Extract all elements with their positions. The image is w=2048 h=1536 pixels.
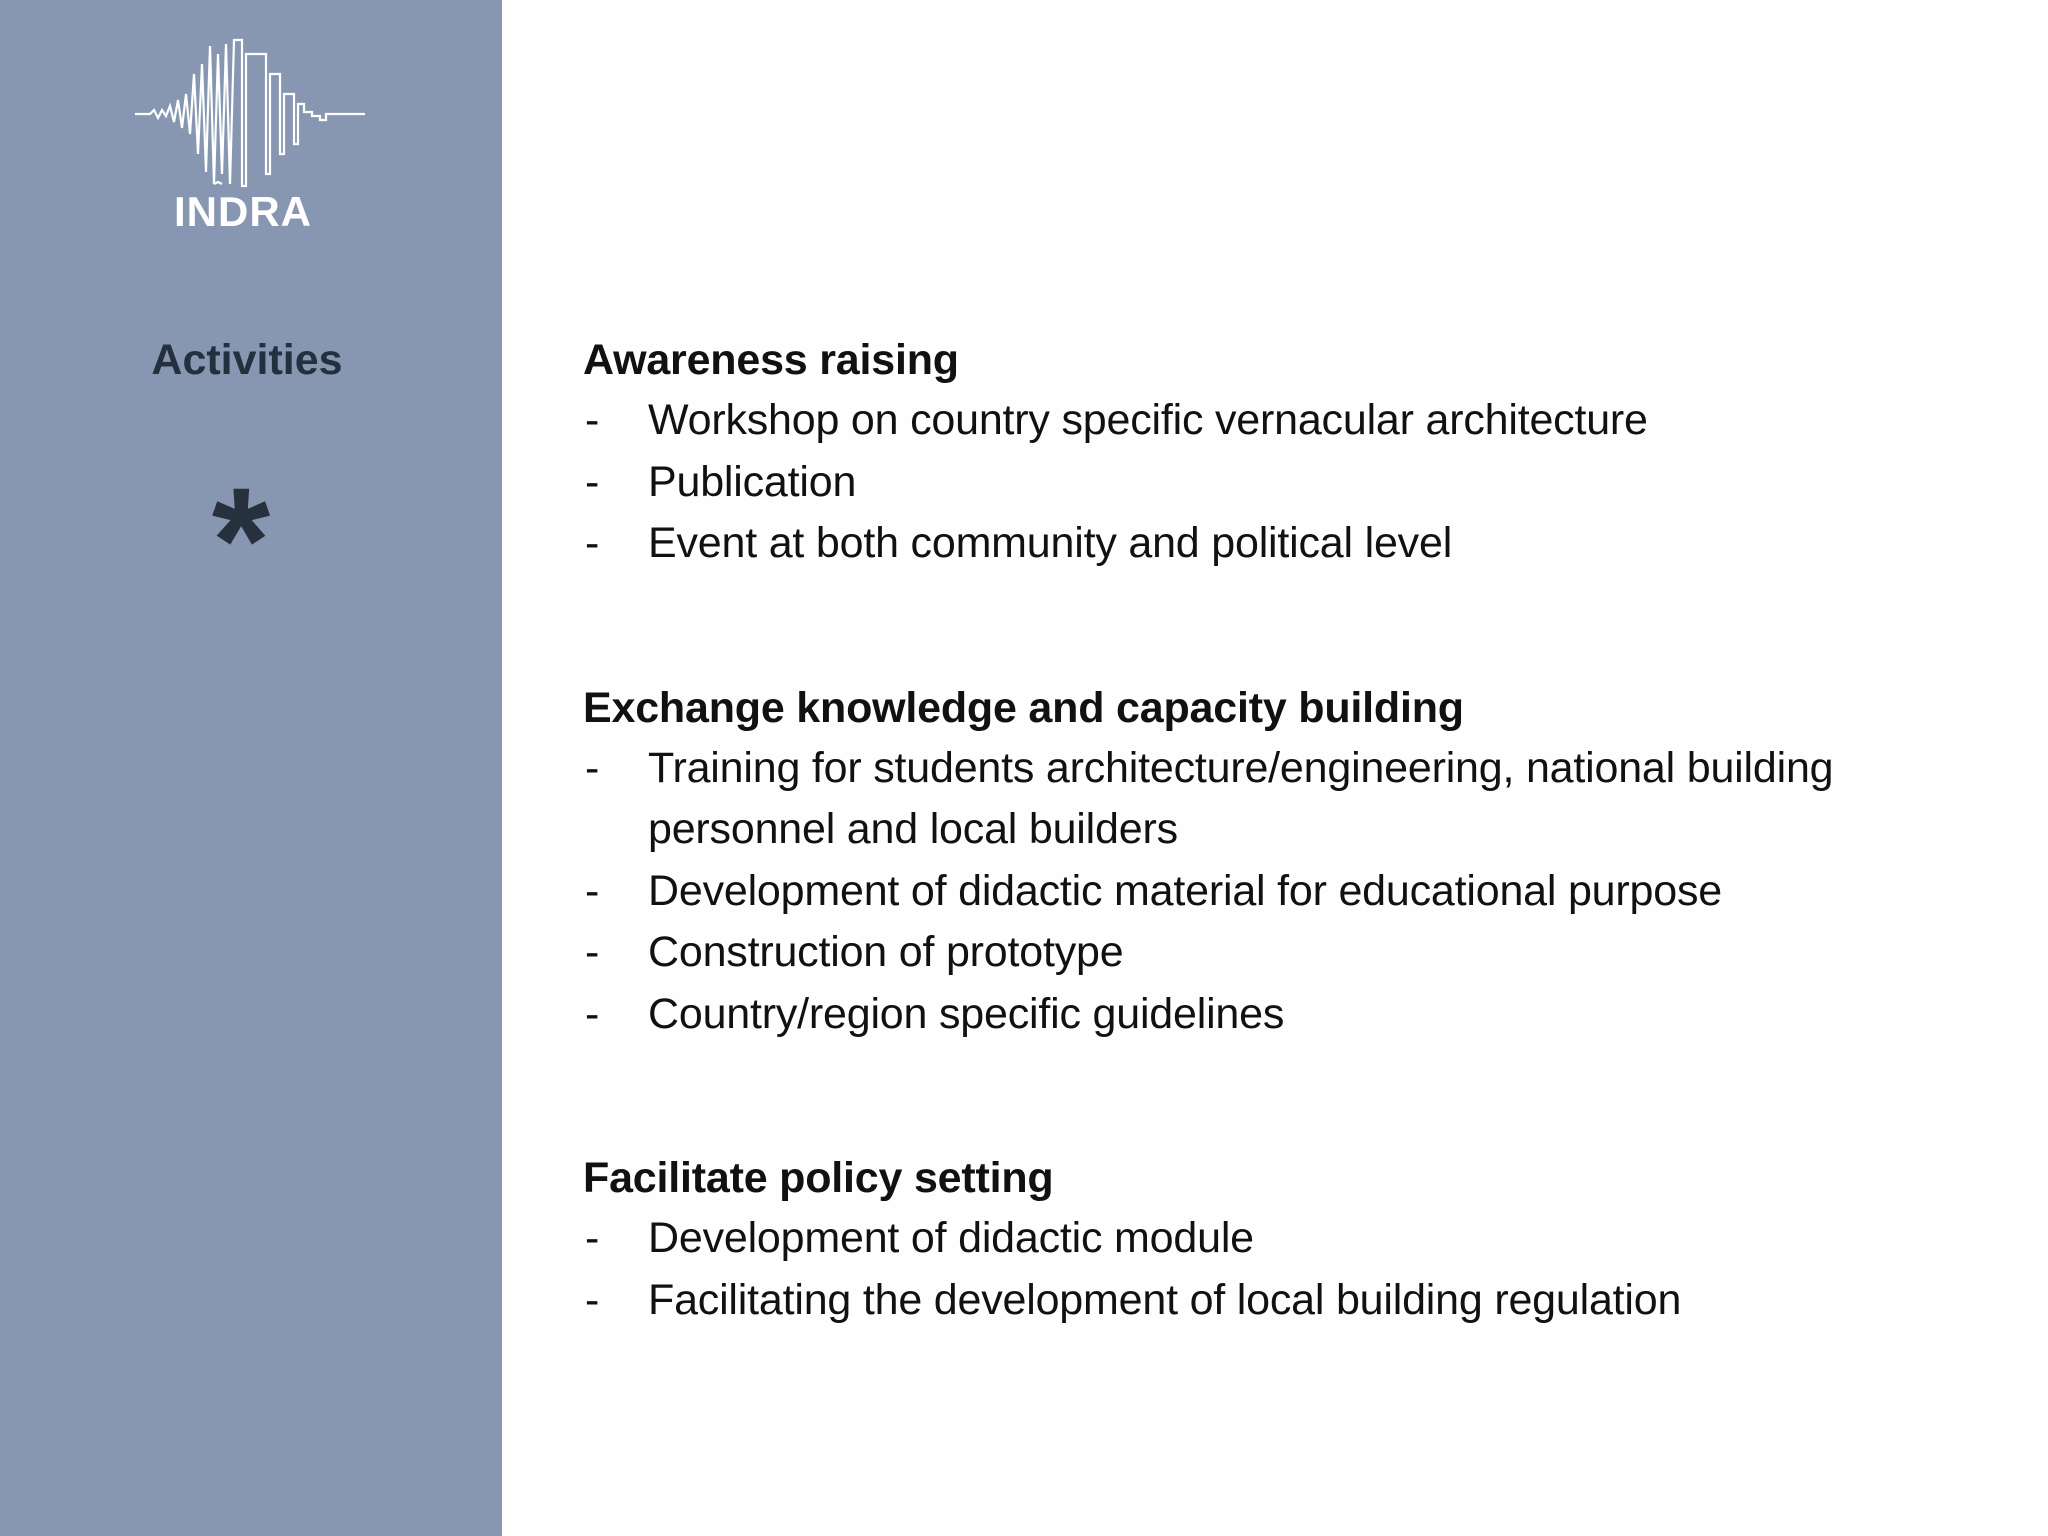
section-policy — [583, 1148, 1983, 1331]
list-item — [583, 922, 1983, 984]
list-item — [583, 390, 1983, 452]
list-item — [583, 861, 1983, 923]
logo-text: INDRA — [174, 188, 312, 235]
list-item — [583, 738, 1983, 861]
indra-logo-icon — [130, 34, 370, 189]
bullet-dash: - — [585, 743, 600, 792]
list-item — [583, 1208, 1983, 1270]
section-title: Exchange knowledge and capacity building — [583, 683, 1464, 732]
content — [583, 330, 1983, 1434]
list-item-text: Construction of prototype — [648, 928, 1124, 976]
sidebar — [0, 0, 502, 1536]
bullet-dash: - — [585, 989, 600, 1038]
bullet-dash: - — [585, 866, 600, 915]
list-item-text: Event at both community and political level — [648, 519, 1453, 567]
bullet-dash: - — [585, 1214, 600, 1262]
bullet-dash: - — [585, 1275, 600, 1324]
list-item — [583, 513, 1983, 575]
list-item — [583, 1270, 1983, 1332]
section-exchange — [583, 678, 1983, 1046]
list-item-text: Development of didactic material for educational purpose — [648, 866, 1722, 915]
sidebar-title: Activities — [151, 336, 343, 384]
bullet-dash: - — [585, 519, 600, 567]
asterisk-icon: * — [211, 456, 271, 624]
section-title: Facilitate policy setting — [583, 1154, 1054, 1202]
list-item-text: Training for students architecture/engineering, national building personnel and local builders — [648, 743, 1834, 853]
list-item-text: Facilitating the development of local building regulation — [648, 1275, 1682, 1324]
list-item-text: Publication — [648, 457, 857, 506]
section-awareness — [583, 330, 1983, 575]
list-item-text: Workshop on country specific vernacular architecture — [648, 396, 1648, 444]
section-title: Awareness raising — [583, 336, 959, 384]
bullet-dash: - — [585, 457, 600, 506]
list-item-text: Country/region specific guidelines — [648, 989, 1285, 1038]
list-item — [583, 984, 1983, 1046]
bullet-dash: - — [585, 928, 600, 976]
bullet-dash: - — [585, 396, 600, 444]
list-item — [583, 452, 1983, 514]
list-item-text: Development of didactic module — [648, 1214, 1254, 1262]
